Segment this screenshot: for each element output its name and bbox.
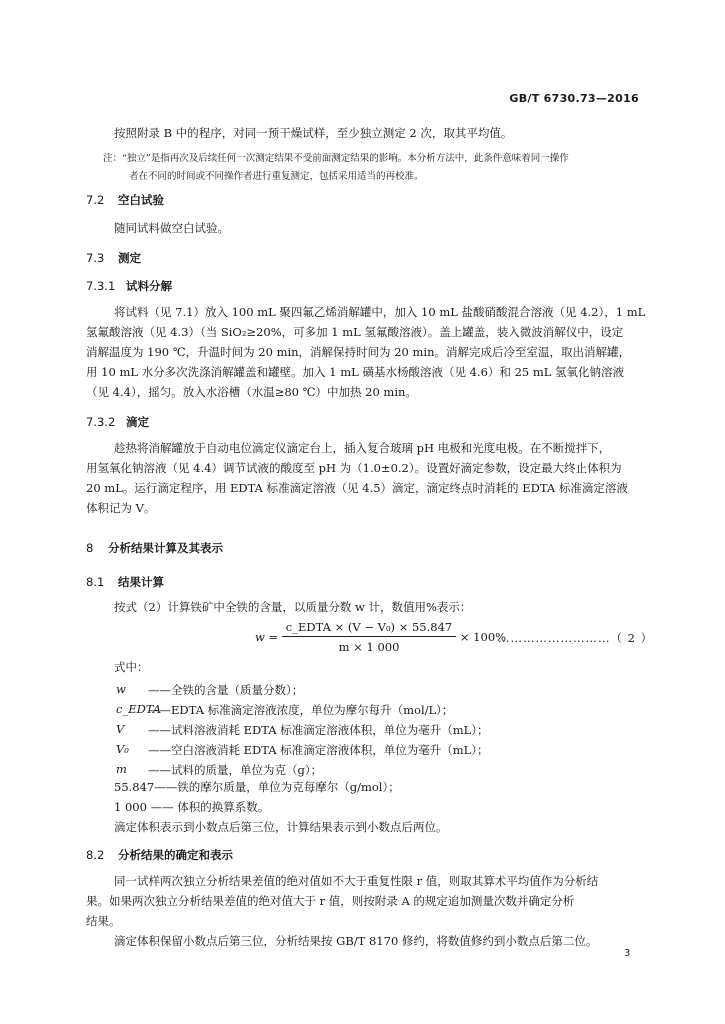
- section-title: 测定: [118, 251, 141, 265]
- section-title: 空白试验: [118, 193, 164, 207]
- section-number: 8.1: [86, 575, 105, 589]
- var-description: ——EDTA 标准滴定溶液浓度，单位为摩尔每升（mol/L）；: [148, 703, 454, 717]
- section-title: 分析结果的确定和表示: [118, 848, 233, 862]
- formula-intro: 按式（2）计算铁矿中全铁的含量，以质量分数 w 计，数值用%表示：: [114, 600, 472, 614]
- note-line-2: 者在不同的时间或不同操作者进行重复测定，包括采用适当的再校准。: [129, 171, 424, 182]
- var-line-conversion: 1 000 —— 体积的换算系数。: [114, 800, 270, 814]
- var-description: ——试料的质量，单位为克（g）；: [148, 763, 323, 777]
- section-title: 结果计算: [118, 575, 164, 589]
- paragraph-line: 趁热将消解罐放于自动电位滴定仪滴定台上，插入复合玻璃 pH 电极和光度电极。在不断搅拌下，: [114, 441, 611, 455]
- section-title: 试料分解: [126, 279, 172, 293]
- section-7-3-2-heading: [86, 414, 149, 430]
- var-line-molar-mass: 55.847——铁的摩尔质量，单位为克每摩尔（g/mol）；: [114, 780, 400, 794]
- var-symbol: m: [116, 762, 127, 776]
- section-number: 8: [86, 541, 94, 555]
- paragraph-line: 结果。: [86, 914, 121, 928]
- section-7-2-heading: [86, 192, 164, 208]
- formula-lhs: w =: [255, 630, 279, 644]
- var-symbol: w: [116, 682, 126, 696]
- formula-2: [255, 620, 506, 654]
- where-label: 式中：: [114, 660, 149, 674]
- paragraph-line: 同一试样两次独立分析结果差值的绝对值如不大于重复性限 r 值，则取其算术平均值作为分析结: [114, 874, 599, 888]
- paragraph-line: （见 4.4），摇匀。放入水浴槽（水温≥80 ℃）中加热 20 min。: [86, 385, 417, 399]
- paragraph-line: 将试料（见 7.1）放入 100 mL 聚四氟乙烯消解罐中，加入 10 mL 盐酸硝酸混合溶液（见 4.2），1 mL: [114, 305, 646, 319]
- paragraph-line: 消解温度为 190 ℃，升温时间为 20 min，消解保持时间为 20 min。消解完成后冷至室温，取出消解罐，: [86, 345, 630, 359]
- paragraph-line: 体积记为 V。: [86, 501, 156, 515]
- note-line-1: 注：“独立”是指再次及后续任何一次测定结果不受前面测定结果的影响。本分析方法中，此条件意味着同一操作: [103, 153, 569, 164]
- standard-code-header: GB/T 6730.73—2016: [509, 92, 639, 105]
- formula-denominator: m × 1 000: [338, 640, 400, 654]
- formula-numerator: c_EDTA × (V − V₀) × 55.847: [282, 620, 456, 637]
- paragraph-line: 滴定体积保留小数点后第三位，分析结果按 GB/T 8170 修约，将数值修约到小数点后第二位。: [114, 934, 598, 948]
- paragraph-line: 20 mL。运行滴定程序，用 EDTA 标准滴定溶液（见 4.5）滴定，滴定终点时消耗的 EDTA 标准滴定溶液: [86, 481, 628, 495]
- section-8-heading: [86, 540, 223, 556]
- section-7-3-heading: [86, 250, 141, 266]
- var-symbol: V: [116, 722, 125, 736]
- section-title: 分析结果计算及其表示: [108, 541, 223, 555]
- section-7-3-1-heading: [86, 278, 172, 294]
- formula-fraction: [282, 620, 456, 654]
- paragraph-line: 氢氟酸溶液（见 4.3）（当 SiO₂≥20%，可多加 1 mL 氢氟酸溶液）。盖上罐盖，装入微波消解仪中，设定: [86, 325, 624, 339]
- section-number: 7.3.1: [86, 279, 116, 293]
- section-8-1-heading: [86, 574, 164, 590]
- section-8-2-heading: [86, 847, 233, 863]
- equation-number: ………………………（ 2 ）: [498, 631, 654, 645]
- var-description: ——全铁的含量（质量分数）；: [148, 683, 304, 697]
- paragraph-line: 用 10 mL 水分多次洗涤消解罐盖和罐壁。加入 1 mL 磺基水杨酸溶液（见 4.6）和 25 mL 氢氧化钠溶液: [86, 365, 625, 379]
- formula-rhs: × 100%: [459, 630, 507, 644]
- paragraph-line: 果。如果两次独立分析结果差值的绝对值大于 r 值，则按附录 A 的规定追加测量次数并确定分析: [86, 894, 575, 908]
- page-number: 3: [624, 948, 631, 959]
- section-title: 滴定: [126, 415, 149, 429]
- intro-text: 按照附录 B 中的程序，对同一预干燥试样，至少独立测定 2 次，取其平均值。: [114, 126, 513, 140]
- var-description: ——空白溶液消耗 EDTA 标准滴定溶液体积，单位为毫升（mL）；: [148, 743, 489, 757]
- var-symbol: V₀: [116, 742, 129, 756]
- section-number: 7.3.2: [86, 415, 116, 429]
- var-symbol: c_EDTA: [116, 702, 162, 716]
- section-7-2-text: 随同试料做空白试验。: [114, 221, 229, 235]
- paragraph-line: 用氢氧化钠溶液（见 4.4）调节试液的酸度至 pH 为（1.0±0.2）。设置好滴定参数，设定最大终止体积为: [86, 461, 622, 475]
- precision-text: 滴定体积表示到小数点后第三位，计算结果表示到小数点后两位。: [114, 820, 448, 834]
- section-number: 7.3: [86, 251, 105, 265]
- section-number: 8.2: [86, 848, 105, 862]
- section-number: 7.2: [86, 193, 105, 207]
- var-description: ——试料溶液消耗 EDTA 标准滴定溶液体积，单位为毫升（mL）；: [148, 723, 489, 737]
